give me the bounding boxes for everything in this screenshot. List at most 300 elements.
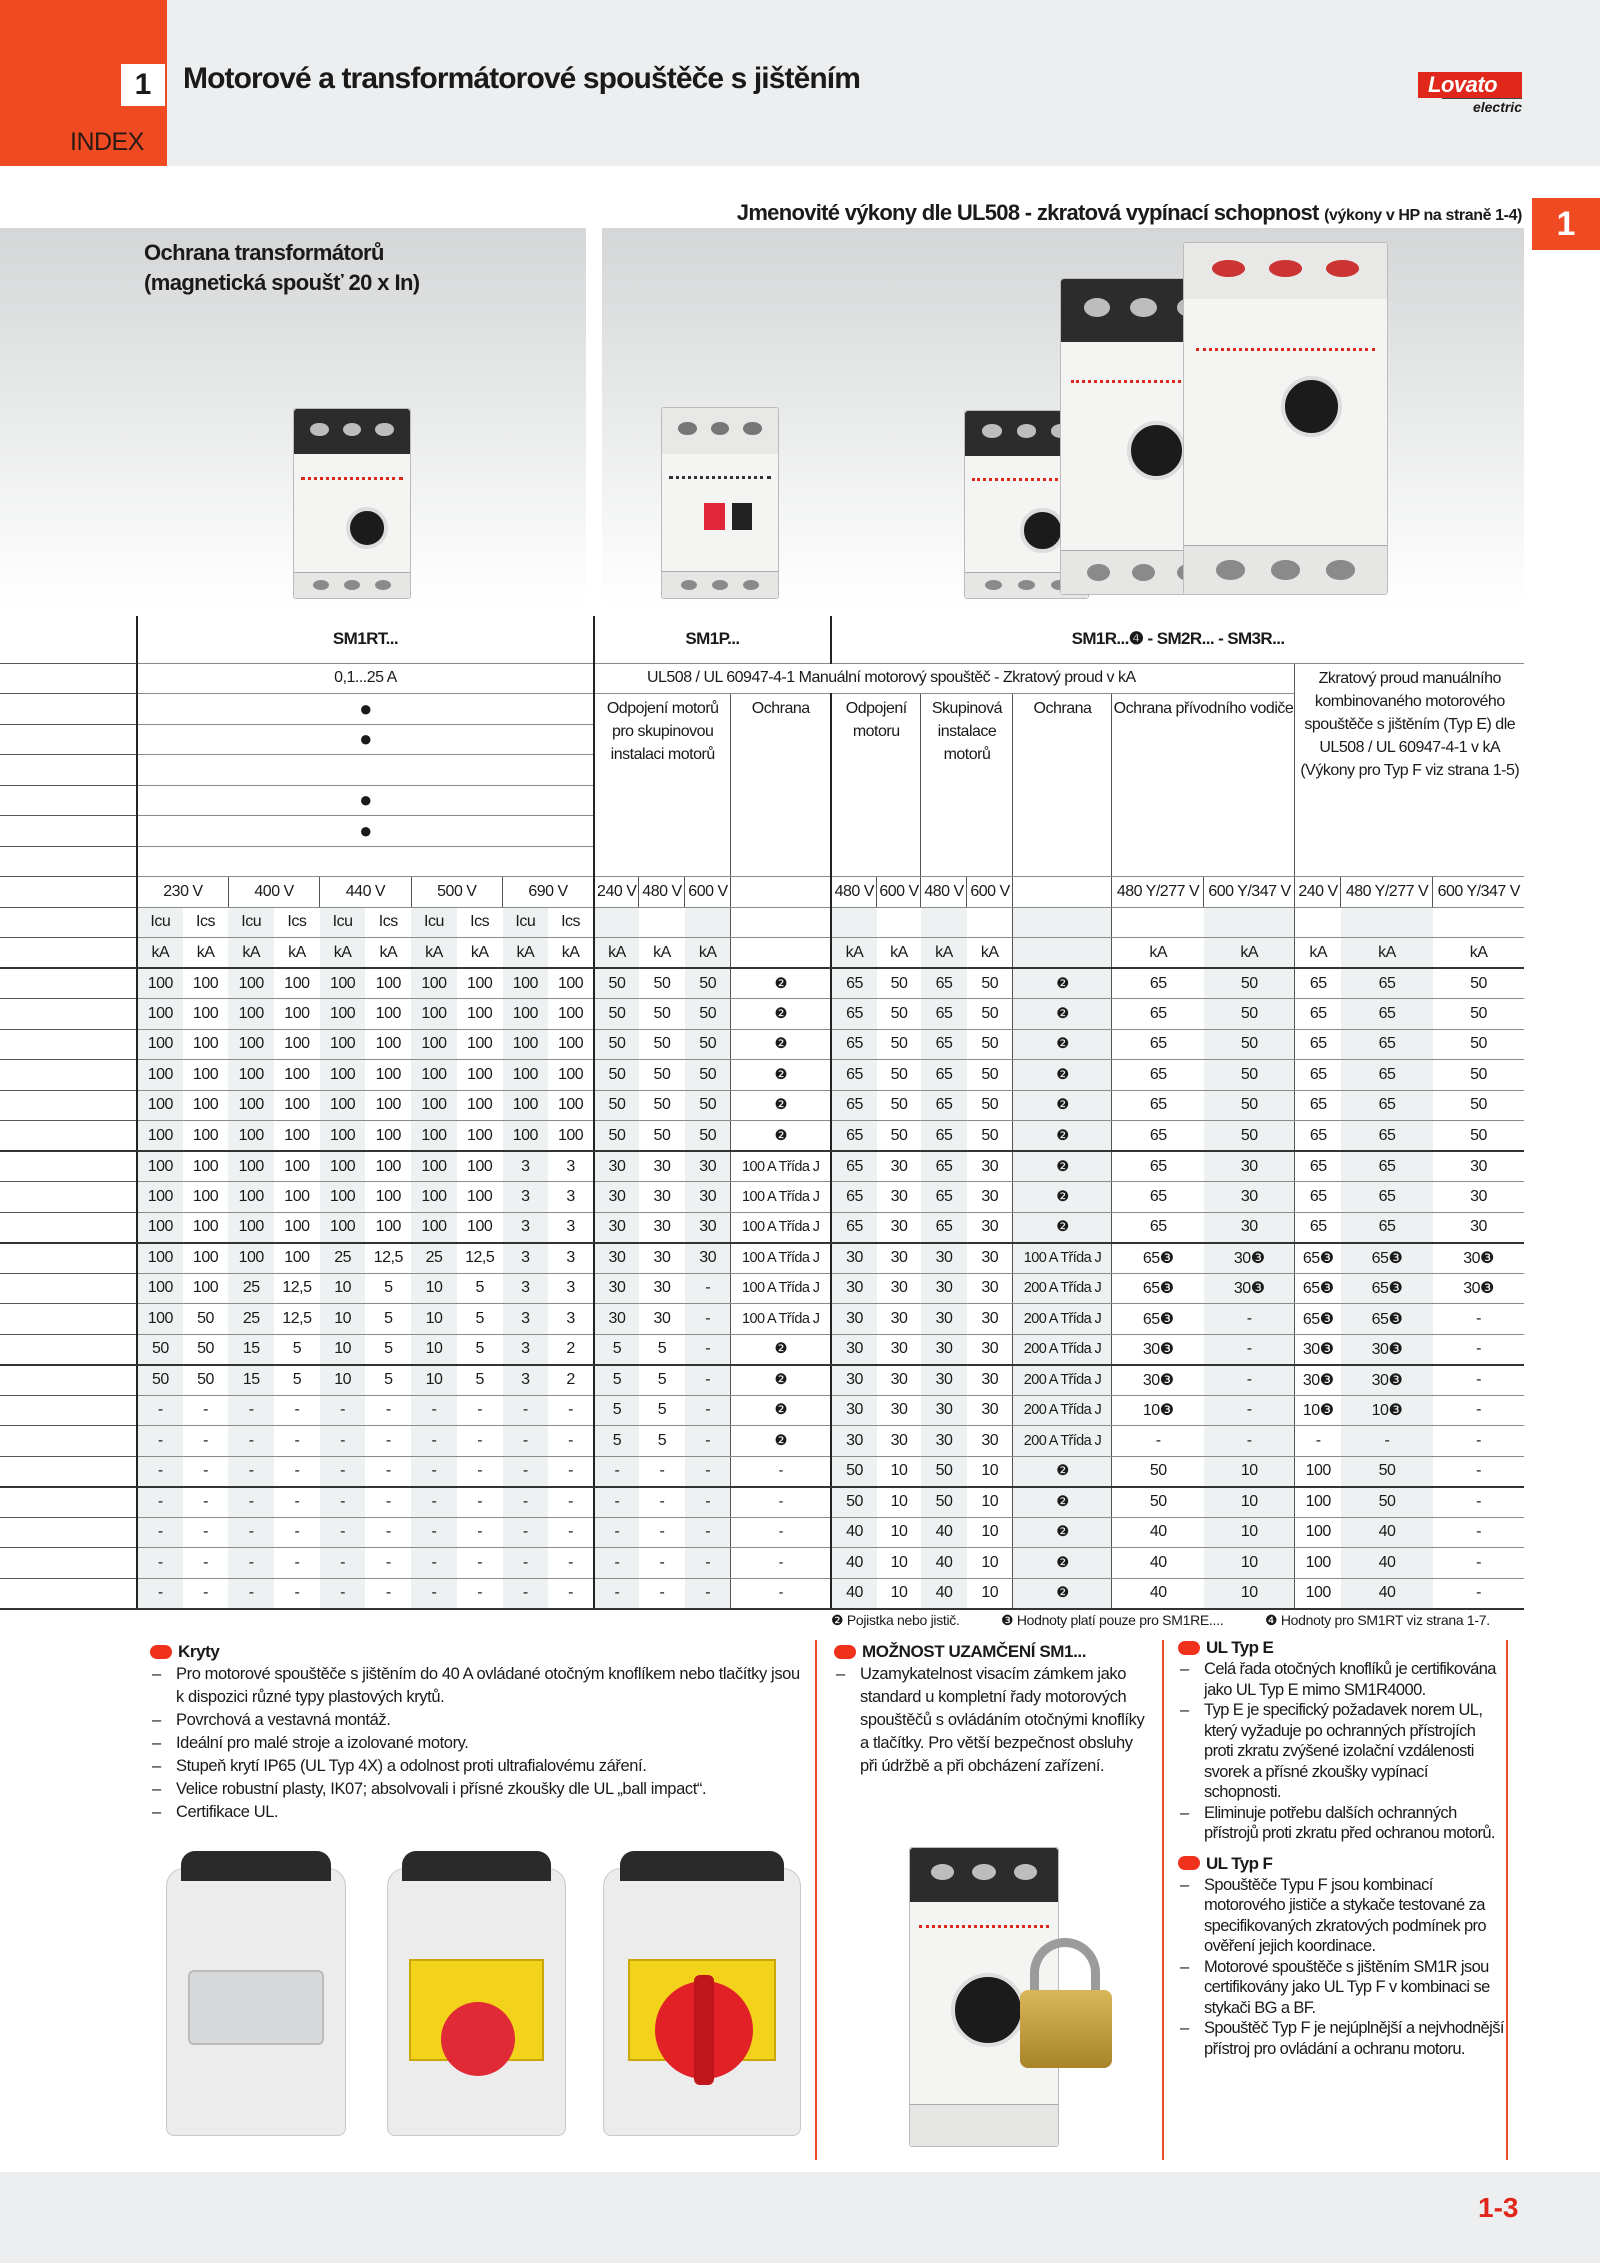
table-cell: - [365, 1487, 411, 1518]
table-cell: 100 [503, 1121, 549, 1152]
table-cell: 200 A Třída J [1013, 1426, 1112, 1457]
table-cell: 30 [877, 1334, 921, 1365]
table-cell: 100 [228, 999, 274, 1030]
table-cell: - [1295, 1426, 1341, 1457]
table-cell: 30 [921, 1334, 967, 1365]
row-label [0, 1273, 137, 1304]
empty-cell [1112, 907, 1204, 938]
table-cell: 30 [831, 1334, 877, 1365]
table-cell: 30 [639, 1151, 685, 1182]
row-label [0, 616, 137, 663]
table-cell: 50 [685, 1060, 731, 1091]
logo-brand: Lovato [1418, 72, 1522, 98]
table-cell: 100 [274, 999, 320, 1030]
unit-header: kA [831, 938, 877, 969]
table-cell: 50 [1204, 1121, 1295, 1152]
table-cell: 30 [1433, 1212, 1524, 1243]
table-cell: 50 [594, 968, 639, 999]
table-cell: - [274, 1487, 320, 1518]
table-cell: 5 [274, 1365, 320, 1396]
table-cell: - [228, 1426, 274, 1457]
table-cell: 5 [594, 1365, 639, 1396]
table-cell: 100 [457, 1090, 503, 1121]
table-cell: 30 [594, 1212, 639, 1243]
table-cell: ❷ [1013, 1060, 1112, 1091]
sm3r-device-image [1183, 242, 1388, 595]
table-cell: 30 [967, 1426, 1013, 1457]
table-cell: - [457, 1456, 503, 1487]
table-cell: 40 [1112, 1517, 1204, 1548]
icu-ics-header: Ics [365, 907, 411, 938]
table-cell: - [274, 1517, 320, 1548]
table-cell: - [1204, 1426, 1295, 1457]
table-cell: 30❸ [1433, 1243, 1524, 1274]
table-cell: 30 [967, 1304, 1013, 1335]
table-cell: 5 [639, 1334, 685, 1365]
table-cell: - [1433, 1304, 1524, 1335]
table-cell: - [228, 1456, 274, 1487]
table-cell: 30 [1433, 1182, 1524, 1213]
table-cell: 200 A Třída J [1013, 1304, 1112, 1335]
table-cell: 3 [548, 1273, 594, 1304]
table-cell: - [1433, 1426, 1524, 1457]
table-cell: 30 [831, 1395, 877, 1426]
table-cell: 100 [183, 999, 229, 1030]
table-cell: 100 [137, 1151, 183, 1182]
table-cell: 30 [921, 1395, 967, 1426]
table-row [0, 1212, 1524, 1243]
table-cell: 100 [457, 1212, 503, 1243]
table-cell: 15 [228, 1334, 274, 1365]
table-cell: 15 [228, 1365, 274, 1396]
section-enclosures [150, 1640, 800, 1824]
table-cell: 30 [877, 1243, 921, 1274]
unit-header: kA [137, 938, 183, 969]
table-cell: - [365, 1426, 411, 1457]
table-cell: 100 [274, 1060, 320, 1091]
table-cell: - [1204, 1395, 1295, 1426]
empty-cell [1433, 907, 1524, 938]
table-cell: ❷ [1013, 1151, 1112, 1182]
table-cell: 65 [1341, 1121, 1433, 1152]
table-cell: 50 [639, 968, 685, 999]
table-cell: 50 [877, 1121, 921, 1152]
table-cell: 100 [320, 999, 366, 1030]
table-cell: 100 [274, 1090, 320, 1121]
row-label [0, 755, 137, 786]
padlock-icon [1020, 1990, 1112, 2068]
table-cell: - [365, 1548, 411, 1579]
row-label [0, 1151, 137, 1182]
icu-ics-row [0, 907, 1524, 938]
table-cell: - [1433, 1365, 1524, 1396]
table-cell: 200 A Třída J [1013, 1365, 1112, 1396]
table-cell: - [503, 1395, 549, 1426]
table-cell: 30 [967, 1273, 1013, 1304]
voltage-header: 600 V [967, 877, 1013, 908]
table-cell: 10 [411, 1365, 457, 1396]
table-cell: 3 [548, 1243, 594, 1274]
table-cell: 100 A Třída J [731, 1212, 831, 1243]
table-cell: 50 [685, 1090, 731, 1121]
table-cell: 5 [639, 1395, 685, 1426]
table-cell: - [685, 1273, 731, 1304]
list-item: – Celá řada otočných knoflíků je certifikována jako UL Typ E mimo SM1R4000. [1178, 1659, 1504, 1700]
table-cell: 5 [274, 1334, 320, 1365]
row-label [0, 1334, 137, 1365]
table-cell: 100 [228, 1212, 274, 1243]
index-label[interactable]: INDEX [70, 128, 144, 156]
table-cell: 100 [365, 1212, 411, 1243]
unit-header [731, 938, 831, 969]
table-cell: 50 [639, 1029, 685, 1060]
table-cell: - [1433, 1334, 1524, 1365]
row-label [0, 1395, 137, 1426]
table-cell: 65 [1112, 1151, 1204, 1182]
table-cell: 30 [1433, 1151, 1524, 1182]
table-cell: 30 [594, 1243, 639, 1274]
table-cell: 10 [877, 1517, 921, 1548]
table-cell: 65 [1341, 999, 1433, 1030]
table-cell: ❷ [1013, 1090, 1112, 1121]
table-cell: 30 [877, 1273, 921, 1304]
table-cell: 40 [1112, 1548, 1204, 1579]
table-cell: 100 [274, 1182, 320, 1213]
table-cell: 65❸ [1112, 1243, 1204, 1274]
table-cell: 65❸ [1112, 1273, 1204, 1304]
table-cell: 50 [967, 1121, 1013, 1152]
voltage-header: 480 V [831, 877, 877, 908]
table-cell: 30 [639, 1243, 685, 1274]
table-cell: 100 [503, 1090, 549, 1121]
enclosure-rotary-handle-image [603, 1868, 801, 2136]
unit-header: kA [594, 938, 639, 969]
table-cell: 65 [831, 999, 877, 1030]
table-cell: 3 [503, 1182, 549, 1213]
table-cell: 100 [183, 1212, 229, 1243]
table-cell: - [548, 1487, 594, 1518]
table-cell: 50 [594, 999, 639, 1030]
table-cell: 65 [831, 1151, 877, 1182]
table-cell: - [1433, 1487, 1524, 1518]
table-cell: 65 [921, 1151, 967, 1182]
table-cell: - [1341, 1426, 1433, 1457]
table-cell: 3 [503, 1304, 549, 1335]
table-cell: - [457, 1578, 503, 1609]
chapter-side-tab[interactable]: 1 [1532, 198, 1600, 250]
table-cell: 30 [967, 1334, 1013, 1365]
table-cell: ❷ [731, 968, 831, 999]
table-cell: - [411, 1487, 457, 1518]
table-cell: 30 [877, 1365, 921, 1396]
table-cell: 100 [411, 968, 457, 999]
table-cell: 30 [877, 1304, 921, 1335]
section-title: MOŽNOST UZAMČENÍ SM1... [862, 1642, 1087, 1661]
table-cell: - [1433, 1578, 1524, 1609]
footnote-4: ❹ Hodnoty pro SM1RT viz strana 1-7. [1265, 1612, 1490, 1628]
table-cell: 5 [457, 1334, 503, 1365]
icu-ics-header: Ics [274, 907, 320, 938]
empty-cell [639, 907, 685, 938]
table-row [0, 1090, 1524, 1121]
sm1rt-device-image [293, 408, 411, 599]
table-cell: 65 [1112, 999, 1204, 1030]
voltage-header: 480 Y/277 V [1341, 877, 1433, 908]
voltage-header: 690 V [503, 877, 594, 908]
table-cell: - [228, 1578, 274, 1609]
table-cell: - [503, 1548, 549, 1579]
table-cell: - [548, 1578, 594, 1609]
table-cell: 65 [921, 1090, 967, 1121]
table-cell: 30❸ [1295, 1365, 1341, 1396]
table-cell: - [320, 1426, 366, 1457]
table-cell: ❷ [1013, 999, 1112, 1030]
row-label [0, 1243, 137, 1274]
table-cell: 65 [1295, 1212, 1341, 1243]
unit-header: kA [457, 938, 503, 969]
table-cell: 100 [183, 1121, 229, 1152]
table-cell: 100 [183, 1029, 229, 1060]
table-cell: 65 [1112, 1182, 1204, 1213]
table-cell: 65❸ [1295, 1304, 1341, 1335]
footer-band [0, 2172, 1600, 2263]
table-cell: 40 [1112, 1578, 1204, 1609]
table-row [0, 1304, 1524, 1335]
table-cell: 30 [639, 1304, 685, 1335]
table-cell: 5 [365, 1273, 411, 1304]
group-sm1r: SM1R...❹ - SM2R... - SM3R... [831, 616, 1524, 663]
table-cell: 50 [1204, 999, 1295, 1030]
column-divider [1162, 1640, 1164, 2160]
table-cell: 65❸ [1341, 1304, 1433, 1335]
sm1r-protection-header: Ochrana [1013, 694, 1112, 877]
row-label [0, 846, 137, 877]
enclosure-emergency-stop-image [387, 1868, 566, 2136]
table-cell: 100 [365, 1121, 411, 1152]
table-cell: 65 [1341, 968, 1433, 999]
table-cell: 100 [183, 1273, 229, 1304]
table-cell: 50 [594, 1060, 639, 1091]
table-cell: 10❸ [1295, 1395, 1341, 1426]
voltage-header [1013, 877, 1112, 908]
table-cell: 30 [1204, 1212, 1295, 1243]
table-cell: - [411, 1548, 457, 1579]
table-cell: - [1433, 1517, 1524, 1548]
table-cell: 50 [877, 999, 921, 1030]
row-label [0, 816, 137, 847]
table-cell: 50 [831, 1456, 877, 1487]
table-cell: 10 [877, 1487, 921, 1518]
table-cell: 10 [320, 1273, 366, 1304]
section-title: Kryty [178, 1642, 220, 1661]
table-cell: 100 [503, 968, 549, 999]
voltage-header: 600 V [685, 877, 731, 908]
table-cell: - [503, 1578, 549, 1609]
table-cell: 100 A Třída J [731, 1304, 831, 1335]
table-cell: - [503, 1517, 549, 1548]
table-cell: 65 [921, 968, 967, 999]
unit-header: kA [183, 938, 229, 969]
table-cell: 50 [1433, 1121, 1524, 1152]
table-cell: 10 [877, 1456, 921, 1487]
table-cell: 50 [967, 999, 1013, 1030]
table-cell: 65 [831, 1060, 877, 1091]
list-item: – Povrchová a vestavná montáž. [150, 1709, 800, 1732]
table-cell: 40 [921, 1517, 967, 1548]
table-cell: 100 [1295, 1487, 1341, 1518]
table-cell: 65❸ [1341, 1273, 1433, 1304]
table-cell: - [137, 1487, 183, 1518]
voltage-header: 240 V [1295, 877, 1341, 908]
voltage-header: 230 V [137, 877, 228, 908]
feature-dot: ● [137, 694, 594, 725]
row-label [0, 999, 137, 1030]
table-cell: 65 [921, 999, 967, 1030]
table-cell: - [137, 1548, 183, 1579]
table-cell: - [183, 1548, 229, 1579]
table-cell: 30 [685, 1151, 731, 1182]
table-cell: 65 [1112, 968, 1204, 999]
icu-ics-header: Icu [411, 907, 457, 938]
empty-cell [1295, 907, 1341, 938]
table-cell: 30 [967, 1395, 1013, 1426]
table-cell: 30 [921, 1365, 967, 1396]
table-cell: 100 [411, 1060, 457, 1091]
table-cell: ❷ [731, 1365, 831, 1396]
table-cell: - [411, 1517, 457, 1548]
table-cell: 65 [1295, 1060, 1341, 1091]
table-cell: - [594, 1487, 639, 1518]
table-cell: 30 [877, 1151, 921, 1182]
table-cell: - [320, 1456, 366, 1487]
table-cell: - [685, 1517, 731, 1548]
table-cell: - [685, 1456, 731, 1487]
list-item: – Motorové spouštěče s jištěním SM1R jsou certifikovány jako UL Typ F v kombinaci se stykači BG a BF. [1178, 1957, 1504, 2019]
table-cell: 50 [685, 1121, 731, 1152]
table-cell: 100 [137, 1029, 183, 1060]
table-cell: 30 [594, 1273, 639, 1304]
table-cell: 100 [411, 1151, 457, 1182]
table-row [0, 1121, 1524, 1152]
table-cell: - [731, 1517, 831, 1548]
table-cell: - [411, 1456, 457, 1487]
table-cell: - [639, 1578, 685, 1609]
table-cell: 30❸ [1112, 1365, 1204, 1396]
table-cell: 65 [1112, 1060, 1204, 1091]
table-cell: ❷ [731, 999, 831, 1030]
table-cell: 50 [183, 1365, 229, 1396]
empty-cell [1013, 907, 1112, 938]
icu-ics-header: Ics [183, 907, 229, 938]
table-cell: 30 [967, 1365, 1013, 1396]
table-cell: 100 [137, 1121, 183, 1152]
table-cell: 100 [548, 999, 594, 1030]
table-cell: 100 [365, 1182, 411, 1213]
table-cell: - [320, 1548, 366, 1579]
table-cell: 50 [594, 1090, 639, 1121]
table-cell: 100 A Třída J [1013, 1243, 1112, 1274]
table-cell: 100 [411, 1121, 457, 1152]
table-cell: - [685, 1548, 731, 1579]
table-cell: 50 [685, 1029, 731, 1060]
list-item: – Typ E je specifický požadavek norem UL, který vyžaduje po ochranných přístrojích proti zkratu zvýšené izolační vzdálenosti svorek a přísné zkoušky vypínací schopnosti. [1178, 1700, 1504, 1803]
table-cell: 50 [1204, 1090, 1295, 1121]
table-cell: 30 [877, 1395, 921, 1426]
table-cell: 100 [137, 1090, 183, 1121]
table-cell: 65 [1112, 1029, 1204, 1060]
table-cell: 50 [137, 1334, 183, 1365]
table-cell: 10 [320, 1365, 366, 1396]
table-cell: 65 [921, 1121, 967, 1152]
table-cell: - [685, 1426, 731, 1457]
table-cell: ❷ [1013, 968, 1112, 999]
table-cell: - [365, 1395, 411, 1426]
table-cell: 65 [1295, 1090, 1341, 1121]
table-cell: 5 [365, 1304, 411, 1335]
empty-cell [731, 907, 831, 938]
table-cell: 50 [877, 1090, 921, 1121]
table-cell: ❷ [731, 1029, 831, 1060]
table-cell: 5 [457, 1304, 503, 1335]
table-cell: 100 [183, 1243, 229, 1274]
table-cell: - [1204, 1365, 1295, 1396]
table-cell: - [457, 1395, 503, 1426]
table-cell: - [548, 1395, 594, 1426]
table-cell: 10 [967, 1578, 1013, 1609]
table-cell: - [228, 1548, 274, 1579]
unit-header: kA [1433, 938, 1524, 969]
unit-row [0, 938, 1524, 969]
table-cell: 65❸ [1112, 1304, 1204, 1335]
table-cell: 12,5 [365, 1243, 411, 1274]
table-cell: 50 [1433, 1060, 1524, 1091]
table-cell: 2 [548, 1334, 594, 1365]
enclosure-window-image [166, 1868, 346, 2136]
table-cell: 100 [274, 1212, 320, 1243]
feature-dot: ● [137, 816, 594, 847]
table-cell: 65 [1295, 1121, 1341, 1152]
table-cell: 12,5 [457, 1243, 503, 1274]
table-cell: 100 [548, 1029, 594, 1060]
chapter-number: 1 [121, 64, 165, 106]
table-cell: 65 [831, 1029, 877, 1060]
table-cell: 100 [320, 1121, 366, 1152]
unit-header: kA [1112, 938, 1204, 969]
table-cell: ❷ [1013, 1182, 1112, 1213]
table-cell: 100 [548, 968, 594, 999]
table-cell: - [137, 1578, 183, 1609]
table-cell: 100 A Třída J [731, 1243, 831, 1274]
sm1p-disconnect-header: Odpojení motorů pro skupinovou instalaci motorů [594, 694, 731, 877]
table-cell: 100 A Třída J [731, 1151, 831, 1182]
table-cell: 50 [594, 1029, 639, 1060]
table-cell: 100 [457, 999, 503, 1030]
table-cell: 65 [1112, 1212, 1204, 1243]
table-cell: 30 [921, 1304, 967, 1335]
table-cell: - [685, 1365, 731, 1396]
table-cell: 100 [228, 1151, 274, 1182]
table-cell: - [594, 1548, 639, 1579]
table-cell: - [457, 1426, 503, 1457]
unit-header: kA [685, 938, 731, 969]
table-cell: 100 [137, 1273, 183, 1304]
table-cell: 65 [1341, 1060, 1433, 1091]
table-cell: 100 [457, 1182, 503, 1213]
table-cell: 100 A Třída J [731, 1273, 831, 1304]
table-cell: 100 [365, 1029, 411, 1060]
unit-header: kA [365, 938, 411, 969]
row-label [0, 1456, 137, 1487]
